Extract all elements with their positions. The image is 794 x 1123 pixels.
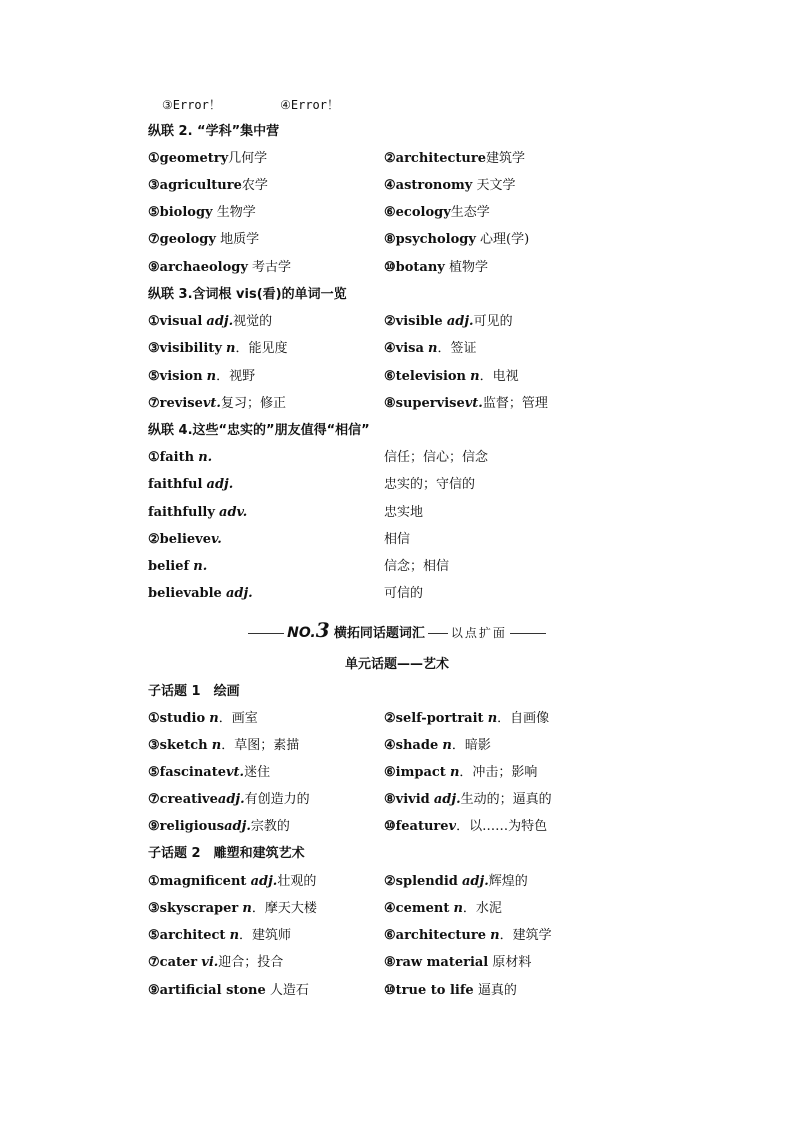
- vocab-meaning: ．摩天大楼: [251, 901, 317, 916]
- vocab-word: ⑦geology: [148, 232, 216, 247]
- vocab-pos: n: [211, 738, 222, 753]
- vocab-pos: adj.: [225, 586, 253, 601]
- vocab-meaning: ．画室: [218, 711, 258, 726]
- vocab-meaning: 视觉的: [233, 314, 273, 329]
- section2-row: [148, 229, 668, 251]
- vocab-word: ②splendid: [384, 874, 458, 889]
- banner-rule-right: [510, 633, 546, 634]
- vocab-meaning: ．签证: [437, 341, 477, 356]
- vocab-word: ⑥television: [384, 369, 467, 384]
- subtopic1-title: 子话题 1 绘画: [148, 684, 240, 699]
- vocab-pos: adj.: [206, 477, 234, 492]
- vocab-pos: adj.: [206, 314, 234, 329]
- vocab-meaning: 逼真的: [473, 983, 517, 998]
- vocab-word: ⑧supervise: [384, 396, 465, 411]
- vocab-meaning: 几何学: [228, 151, 268, 166]
- vocab-word: ⑥architecture: [384, 928, 487, 943]
- vocab-word: belief: [148, 559, 190, 574]
- vocab-pos: n: [449, 765, 460, 780]
- vocab-meaning: 辉煌的: [488, 874, 528, 889]
- error-3: ③Error！: [162, 98, 221, 112]
- vocab-pos: n: [487, 711, 498, 726]
- vocab-pos: n.: [198, 450, 213, 465]
- vocab-pos: adj.: [217, 792, 245, 807]
- vocab-word: ⑦creative: [148, 792, 218, 807]
- vocab-word: ⑥ecology: [384, 205, 451, 220]
- vocab-meaning: ．水泥: [462, 901, 502, 916]
- vocab-meaning: ．能见度: [235, 341, 288, 356]
- vocab-word: believable: [148, 586, 222, 601]
- vocab-pos: adj.: [250, 874, 278, 889]
- vocab-pos: vi.: [201, 955, 219, 970]
- vocab-word: ⑥impact: [384, 765, 446, 780]
- vocab-word: ⑩botany: [384, 260, 445, 275]
- subtopic1-row: [148, 708, 668, 730]
- vocab-meaning: 生物学: [212, 205, 256, 220]
- vocab-word: ⑧vivid: [384, 792, 430, 807]
- banner-rule-left: [248, 633, 284, 634]
- section2-row: [148, 257, 668, 279]
- error-4: ④Error！: [280, 98, 340, 112]
- vocab-meaning: 迷住: [244, 765, 271, 780]
- vocab-word: ⑨artificial stone: [148, 983, 266, 998]
- vocab-pos: n: [470, 369, 480, 384]
- section3-row: [148, 311, 668, 333]
- vocab-meaning: 天文学: [472, 178, 516, 193]
- vocab-word: ①studio: [148, 711, 206, 726]
- vocab-word: ④cement: [384, 901, 450, 916]
- subtopic2-row: [148, 871, 668, 893]
- subtopic1-row: [148, 816, 668, 838]
- section3-row: [148, 338, 668, 360]
- vocab-word: ⑧psychology: [384, 232, 476, 247]
- vocab-meaning: 复习；修正: [220, 396, 286, 411]
- section4-row: [148, 583, 668, 605]
- vocab-meaning: ．建筑学: [499, 928, 552, 943]
- vocab-word: ④shade: [384, 738, 439, 753]
- vocab-meaning: 迎合；投合: [218, 955, 284, 970]
- vocab-pos: n.: [193, 559, 208, 574]
- error-placeholders: [162, 94, 339, 116]
- vocab-meaning: 相信: [384, 532, 411, 547]
- vocab-word: faithful: [148, 477, 203, 492]
- vocab-pos: n: [206, 369, 217, 384]
- vocab-meaning: 植物学: [444, 260, 488, 275]
- subtopic2-title: 子话题 2 雕塑和建筑艺术: [148, 846, 305, 861]
- subtopic2-row: [148, 952, 668, 974]
- section4-title: 纵联 4.这些“忠实的”朋友值得“相信”: [148, 423, 370, 438]
- banner-title: 横拓同话题词汇: [333, 626, 425, 641]
- vocab-pos: v: [448, 819, 457, 834]
- subtopic1-row: [148, 735, 668, 757]
- vocab-meaning: 建筑学: [486, 151, 526, 166]
- vocab-meaning: ．建筑师: [239, 928, 292, 943]
- vocab-meaning: ．视野: [216, 369, 256, 384]
- vocab-meaning: ．自画像: [497, 711, 550, 726]
- section2-row: [148, 202, 668, 224]
- banner-no: NO.: [287, 625, 316, 641]
- section3-row: [148, 393, 668, 415]
- vocab-pos: adj.: [461, 874, 489, 889]
- vocab-pos: n: [209, 711, 219, 726]
- section4-row: [148, 502, 668, 524]
- vocab-pos: v.: [211, 532, 222, 547]
- vocab-word: ②self-portrait: [384, 711, 484, 726]
- vocab-word: ⑨religious: [148, 819, 225, 834]
- vocab-word: ⑦cater: [148, 955, 198, 970]
- vocab-meaning: 信任；信心；信念: [384, 450, 489, 465]
- vocab-meaning: 宗教的: [250, 819, 290, 834]
- vocab-pos: vt.: [226, 765, 245, 780]
- section4-row: [148, 474, 668, 496]
- vocab-word: ⑤biology: [148, 205, 213, 220]
- section4-row: [148, 447, 668, 469]
- vocab-meaning: 农学: [241, 178, 268, 193]
- section-banner: [0, 618, 794, 642]
- vocab-word: faithfully: [148, 505, 215, 520]
- section2-row: [148, 175, 668, 197]
- vocab-meaning: ．电视: [479, 369, 519, 384]
- vocab-meaning: 壮观的: [277, 874, 317, 889]
- section3-title: 纵联 3.含词根 vis(看)的单词一览: [148, 287, 347, 302]
- vocab-word: ⑤vision: [148, 369, 203, 384]
- vocab-word: ①visual: [148, 314, 203, 329]
- vocab-pos: n: [490, 928, 500, 943]
- vocab-meaning: ．草图；素描: [221, 738, 300, 753]
- vocab-meaning: 忠实的；守信的: [384, 477, 476, 492]
- subtopic1-row: [148, 789, 668, 811]
- vocab-word: ②visible: [384, 314, 443, 329]
- vocab-pos: n: [242, 901, 252, 916]
- vocab-meaning: ．以……为特色: [456, 819, 548, 834]
- section2-row: [148, 148, 668, 170]
- vocab-word: ④visa: [384, 341, 424, 356]
- banner-number: 3: [315, 618, 330, 642]
- vocab-meaning: 监督；管理: [482, 396, 548, 411]
- vocab-meaning: 心理(学): [475, 232, 530, 247]
- subtopic2-row: [148, 980, 668, 1002]
- vocab-word: ①magnificent: [148, 874, 247, 889]
- vocab-meaning: 有创造力的: [244, 792, 310, 807]
- banner-subtitle: 以点扩面: [450, 626, 507, 640]
- vocab-meaning: 考古学: [247, 260, 292, 275]
- vocab-pos: adj.: [224, 819, 251, 834]
- vocab-meaning: 可见的: [473, 314, 513, 329]
- vocab-meaning: 生动的；逼真的: [460, 792, 552, 807]
- section3-row: [148, 366, 668, 388]
- vocab-word: ③sketch: [148, 738, 208, 753]
- vocab-meaning: ．冲击；影响: [459, 765, 538, 780]
- vocab-word: ④astronomy: [384, 178, 473, 193]
- vocab-pos: n: [453, 901, 463, 916]
- vocab-word: ③visibility: [148, 341, 222, 356]
- section2-title: 纵联 2. “学科”集中营: [148, 124, 280, 139]
- vocab-word: ⑤fascinate: [148, 765, 226, 780]
- vocab-word: ①geometry: [148, 151, 229, 166]
- vocab-pos: n: [428, 341, 438, 356]
- banner-rule-mid: [428, 633, 448, 634]
- vocab-pos: n: [442, 738, 452, 753]
- vocab-word: ③skyscraper: [148, 901, 239, 916]
- subtopic2-row: [148, 898, 668, 920]
- vocab-word: ⑤architect: [148, 928, 226, 943]
- vocab-pos: adv.: [219, 505, 248, 520]
- vocab-pos: vt.: [202, 396, 221, 411]
- vocab-word: ②architecture: [384, 151, 487, 166]
- subtopic1-row: [148, 762, 668, 784]
- topic-title: 单元话题——艺术: [344, 657, 449, 672]
- vocab-pos: n: [226, 341, 236, 356]
- vocab-pos: vt.: [464, 396, 483, 411]
- vocab-word: ①faith: [148, 450, 195, 465]
- vocab-meaning: 人造石: [265, 983, 309, 998]
- vocab-meaning: ．暗影: [451, 738, 491, 753]
- vocab-word: ⑩true to life: [384, 983, 474, 998]
- vocab-pos: adj.: [446, 314, 474, 329]
- vocab-meaning: 地质学: [215, 232, 260, 247]
- vocab-meaning: 生态学: [450, 205, 490, 220]
- vocab-pos: n: [229, 928, 240, 943]
- vocab-word: ②believe: [148, 532, 211, 547]
- vocab-word: ⑧raw material: [384, 955, 489, 970]
- section4-row: [148, 556, 668, 578]
- section4-row: [148, 529, 668, 551]
- vocab-meaning: 可信的: [384, 586, 424, 601]
- vocab-word: ⑦revise: [148, 396, 203, 411]
- vocab-meaning: 原材料: [488, 955, 532, 970]
- vocab-word: ③agriculture: [148, 178, 242, 193]
- vocab-meaning: 忠实地: [384, 505, 424, 520]
- vocab-word: ⑩feature: [384, 819, 449, 834]
- vocab-meaning: 信念；相信: [384, 559, 450, 574]
- subtopic2-row: [148, 925, 668, 947]
- vocab-word: ⑨archaeology: [148, 260, 248, 275]
- vocab-pos: adj.: [433, 792, 461, 807]
